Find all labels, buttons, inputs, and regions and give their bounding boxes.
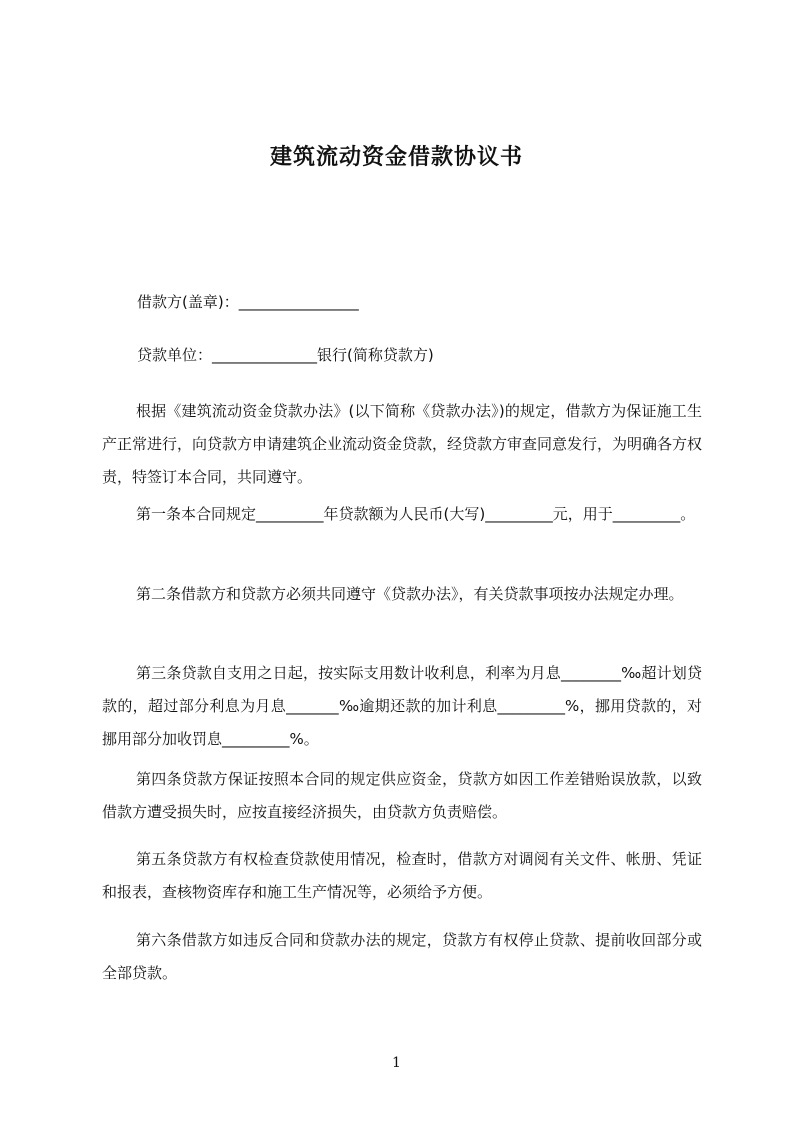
document-title: 建筑流动资金借款协议书 xyxy=(269,145,523,170)
paragraph-article-5: 第五条贷款方有权检查贷款使用情况，检查时，借款方对调阅有关文件、帐册、凭证和报表，查核物资库存和施工生产情况等，必须给予方便。 xyxy=(102,850,702,901)
paragraph-article-2: 第二条借款方和贷款方必须共同遵守《贷款办法》，有关贷款事项按办法规定办理。 xyxy=(136,585,684,603)
paragraph-article-4: 第四条贷款方保证按照本合同的规定供应资金，贷款方如因工作差错贻误放款，以致借款方遭受损失时，应按直接经济损失，由贷款方负责赔偿。 xyxy=(102,770,702,821)
lender-line: 贷款单位：______________银行(简称贷款方) xyxy=(137,346,434,364)
paragraph-preamble: 根据《建筑流动资金贷款办法》(以下简称《贷款办法》)的规定，借款方为保证施工生产正常进行，向贷款方申请建筑企业流动资金贷款，经贷款方审查同意发行，为明确各方权责，特签订本合同，共同遵守。 xyxy=(102,402,703,486)
borrower-line: 借款方(盖章)：________________ xyxy=(137,293,359,311)
paragraph-article-6: 第六条借款方如违反合同和贷款办法的规定，贷款方有权停止贷款、提前收回部分或全部贷款。 xyxy=(102,931,702,982)
paragraph-article-3: 第三条贷款自支用之日起，按实际支用数计收利息，利率为月息________‰超计划贷款的，超过部分利息为月息_______‰逾期还款的加计利息_________%，挪用贷款的，对挪用部分加收罚息_________%。 xyxy=(102,664,702,748)
paragraph-article-1: 第一条本合同规定_________年贷款额为人民币(大写)_________元，用于_________。 xyxy=(136,505,696,523)
page-number: 1 xyxy=(392,1055,401,1071)
